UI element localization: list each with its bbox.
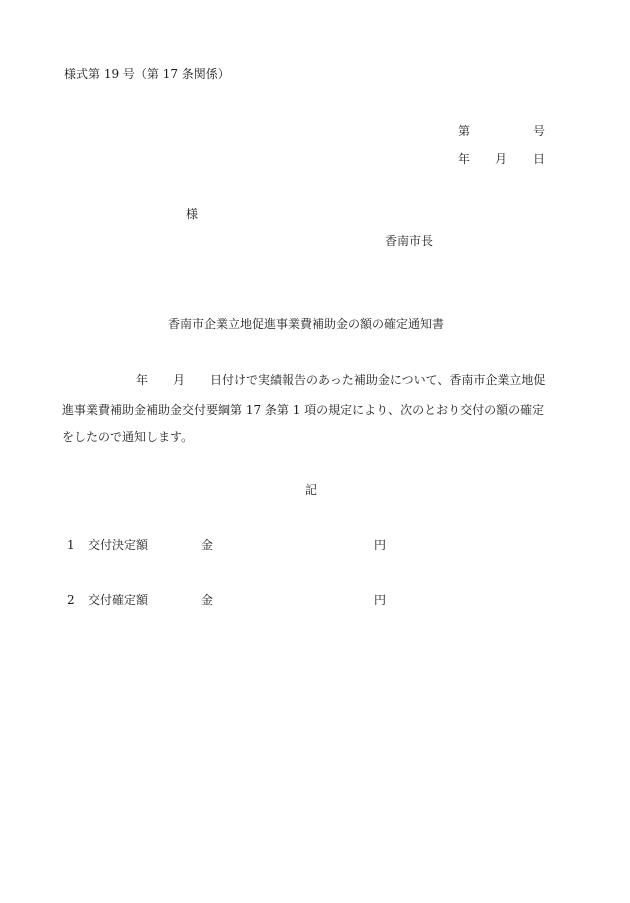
body-line-3: をしたので通知します。 [62,430,194,444]
item-2-kin: 金 [201,593,214,607]
body-month: 月 [173,373,186,387]
item-1-number: 1 [67,538,75,552]
body-line-2: 進事業費補助金補助金交付要綱第 17 条第 1 項の規定により、次のとおり交付の額の確定 [62,403,545,417]
body-year: 年 [136,373,149,387]
issuer-name: 香南市長 [385,234,434,248]
item-2-yen: 円 [374,593,387,607]
item-1-yen: 円 [374,538,387,552]
date-month: 月 [495,152,508,166]
body-line-1 [136,374,545,386]
date-year: 年 [458,152,471,166]
body-line-1-text: 日付けで実績報告のあった補助金について、香南市企業立地促 [210,373,546,387]
document-title: 香南市企業立地促進事業費補助金の額の確定通知書 [168,317,445,331]
number-prefix: 第 [458,124,471,138]
item-1-label: 交付決定額 [88,538,149,552]
date-day: 日 [533,152,546,166]
item-1-kin: 金 [201,538,214,552]
ki-heading: 記 [305,483,318,497]
addressee-suffix: 様 [186,207,199,221]
form-number: 様式第 19 号（第 17 条関係） [64,67,230,81]
item-2-label: 交付確定額 [88,593,149,607]
number-suffix: 号 [533,124,546,138]
item-2-number: 2 [67,593,75,607]
